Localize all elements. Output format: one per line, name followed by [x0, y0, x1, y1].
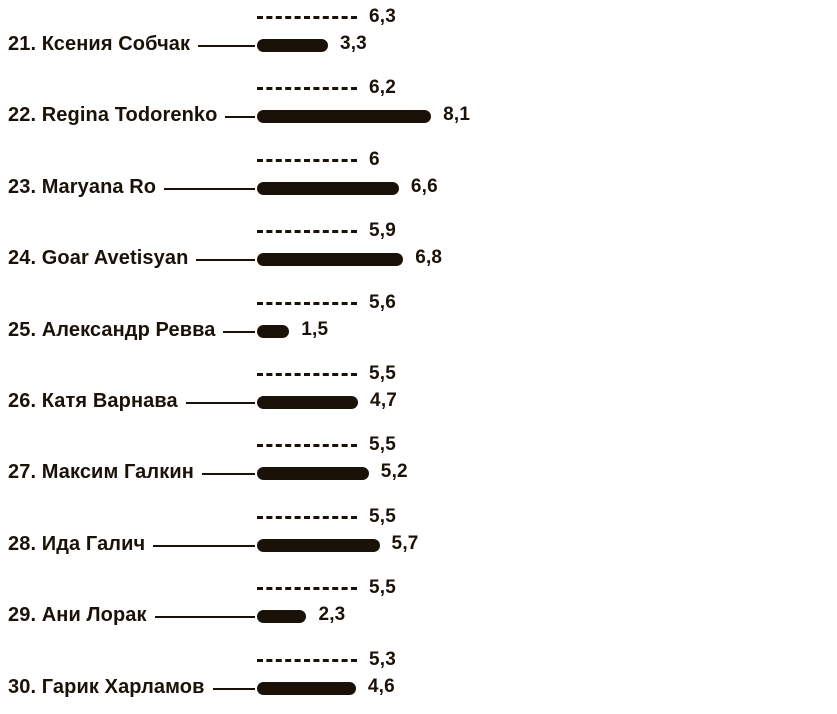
leader-line [196, 259, 255, 261]
dashed-bar [257, 159, 357, 162]
leader-line [223, 331, 255, 333]
solid-bar [257, 396, 358, 409]
dashed-bar [257, 659, 357, 662]
solid-bar-value: 5,7 [391, 532, 419, 554]
category-label: 26. Катя Варнава [8, 389, 178, 412]
category-label: 29. Ани Лорак [8, 604, 147, 627]
dashed-bar-value: 6 [369, 148, 380, 170]
dashed-bar [257, 87, 357, 90]
dashed-bar [257, 516, 357, 519]
dashed-bar-value: 5,3 [369, 648, 397, 670]
dashed-bar-value: 5,9 [369, 220, 397, 242]
dashed-bar-value: 6,2 [369, 77, 397, 99]
chart-row [0, 428, 837, 499]
leader-line [186, 402, 255, 404]
category-label: 27. Максим Галкин [8, 461, 194, 484]
solid-bar [257, 110, 431, 123]
leader-line [198, 45, 255, 47]
dashed-bar-value: 6,3 [369, 6, 397, 27]
chart-row [0, 500, 837, 571]
solid-bar-value: 5,2 [380, 461, 408, 483]
category-label: 22. Regina Todorenko [8, 104, 218, 127]
category-label: 28. Ида Галич [8, 532, 146, 555]
category-label: 24. Goar Avetisyan [8, 247, 189, 270]
dashed-bar-value: 5,5 [369, 505, 397, 527]
solid-bar-value: 3,3 [339, 33, 367, 54]
dashed-bar [257, 302, 357, 305]
solid-bar-value: 4,6 [367, 675, 395, 697]
category-label: 30. Гарик Харламов [8, 675, 205, 698]
solid-bar [257, 539, 380, 552]
dashed-bar [257, 230, 357, 233]
solid-bar [257, 467, 369, 480]
dashed-bar-value: 5,5 [369, 434, 397, 456]
solid-bar [257, 325, 289, 338]
leader-line [225, 116, 255, 118]
solid-bar-value: 8,1 [443, 104, 471, 126]
chart-row [0, 214, 837, 285]
chart-row [0, 571, 837, 642]
dashed-bar-value: 5,5 [369, 362, 397, 384]
solid-bar-value: 4,7 [370, 389, 398, 411]
leader-line [153, 545, 255, 547]
category-label: 21. Ксения Собчак [8, 33, 191, 55]
dashed-bar [257, 16, 357, 19]
chart-row [0, 71, 837, 142]
chart-row [0, 143, 837, 214]
solid-bar [257, 39, 328, 52]
dashed-bar [257, 373, 357, 376]
dashed-bar-value: 5,5 [369, 577, 397, 599]
solid-bar-value: 2,3 [318, 604, 346, 626]
chart-row [0, 286, 837, 357]
chart-row [0, 357, 837, 428]
category-label: 23. Maryana Ro [8, 175, 157, 198]
solid-bar-value: 6,8 [415, 247, 443, 269]
dashed-bar-value: 5,6 [369, 291, 397, 313]
chart-row [0, 0, 837, 71]
solid-bar-value: 6,6 [410, 175, 438, 197]
solid-bar [257, 682, 356, 695]
leader-line [202, 473, 255, 475]
leader-line [213, 688, 256, 690]
solid-bar [257, 610, 306, 623]
chart-row [0, 643, 837, 714]
solid-bar [257, 182, 399, 195]
category-label: 25. Александр Ревва [8, 318, 216, 341]
solid-bar-value: 1,5 [301, 318, 329, 340]
leader-line [155, 616, 255, 618]
solid-bar [257, 253, 403, 266]
dashed-bar [257, 444, 357, 447]
dashed-bar [257, 587, 357, 590]
leader-line [164, 188, 255, 190]
